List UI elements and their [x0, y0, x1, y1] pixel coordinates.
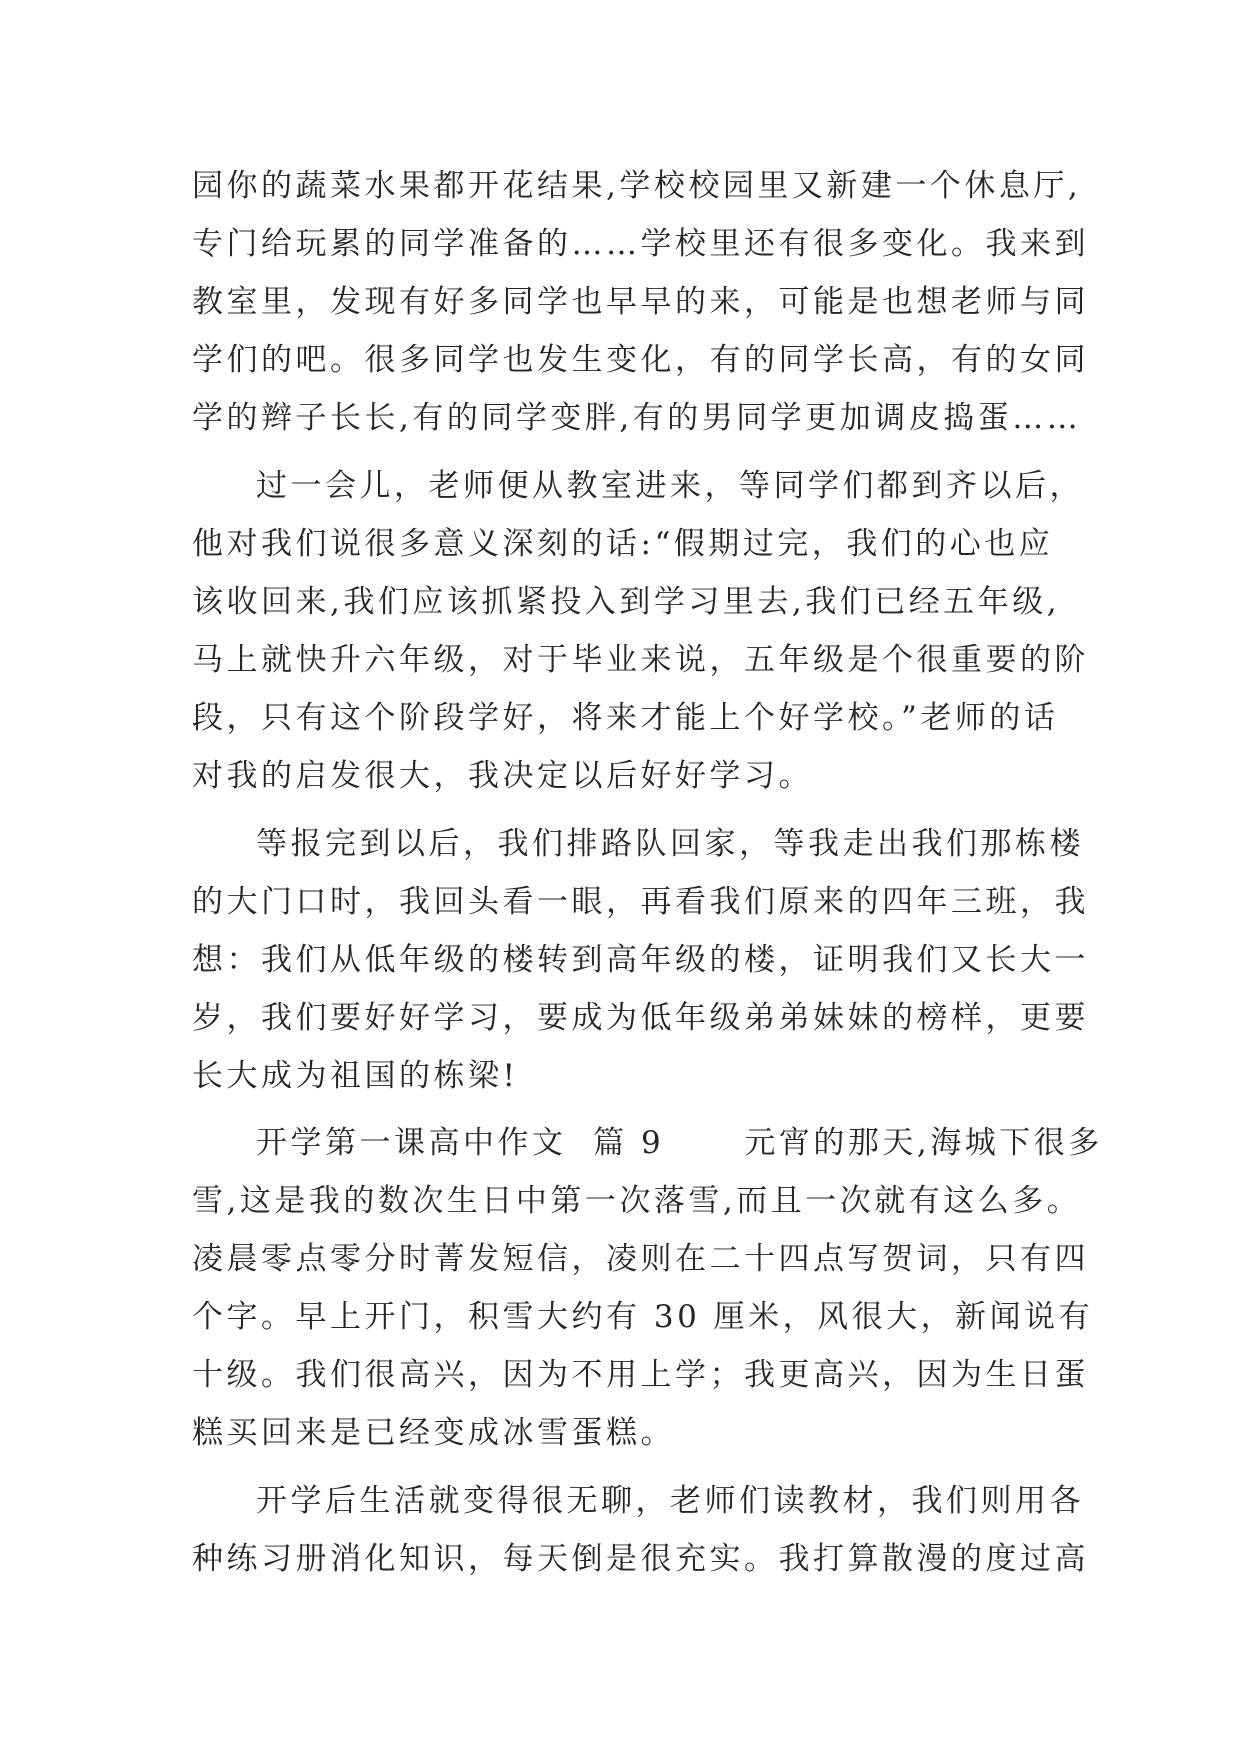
text-line: 段，只有这个阶段学好，将来才能上个好学校。”老师的话 [192, 700, 1059, 736]
text-line: 的大门口时，我回头看一眼，再看我们原来的四年三班，我 [192, 884, 1089, 920]
text-line: 他对我们说很多意义深刻的话:“假期过完，我们的心也应 [192, 526, 1054, 562]
text-line: 岁，我们要好好学习，要成为低年级弟弟妹妹的榜样，更要 [192, 1000, 1089, 1036]
text-line: 马上就快升六年级，对于毕业来说，五年级是个很重要的阶 [192, 642, 1089, 678]
text-line: 对我的启发很大，我决定以后好好学习。 [192, 758, 813, 794]
text-line: 该收回来,我们应该抓紧投入到学习里去,我们已经五年级, [192, 584, 1061, 620]
text-line: 凌晨零点零分时菁发短信，凌则在二十四点写贺词，只有四 [192, 1241, 1089, 1277]
text-line: 十级。我们很高兴，因为不用上学；我更高兴，因为生日蛋 [192, 1357, 1089, 1393]
text-line: 个字。早上开门，积雪大约有 30 厘米，风很大，新闻说有 [192, 1299, 1094, 1335]
text-line: 专门给玩累的同学准备的……学校里还有很多变化。我来到 [192, 226, 1089, 262]
text-line: 园你的蔬菜水果都开花结果,学校校园里又新建一个休息厅, [192, 168, 1082, 204]
paragraph-first-line: 开学后生活就变得很无聊，老师们读教材，我们则用各 [256, 1483, 1084, 1519]
text-line: 糕买回来是已经变成冰雪蛋糕。 [192, 1415, 675, 1451]
text-line: 教室里，发现有好多同学也早早的来，可能是也想老师与同 [192, 284, 1089, 320]
essay-heading-line: 开学第一课高中作文 篇 9 元宵的那天,海城下很多 [256, 1125, 1103, 1161]
text-line: 种练习册消化知识，每天倒是很充实。我打算散漫的度过高 [192, 1541, 1089, 1577]
paragraph-first-line: 过一会儿，老师便从教室进来，等同学们都到齐以后， [256, 468, 1084, 504]
text-line: 想：我们从低年级的楼转到高年级的楼，证明我们又长大一 [192, 942, 1089, 978]
text-line: 雪,这是我的数次生日中第一次落雪,而且一次就有这么多。 [192, 1183, 1082, 1219]
paragraph-first-line: 等报完到以后，我们排路队回家，等我走出我们那栋楼 [256, 826, 1084, 862]
text-line: 学们的吧。很多同学也发生变化，有的同学长高，有的女同 [192, 342, 1089, 378]
text-line: 学的辫子长长,有的同学变胖,有的男同学更加调皮捣蛋…… [192, 400, 1082, 436]
text-line: 长大成为祖国的栋梁! [192, 1058, 519, 1094]
